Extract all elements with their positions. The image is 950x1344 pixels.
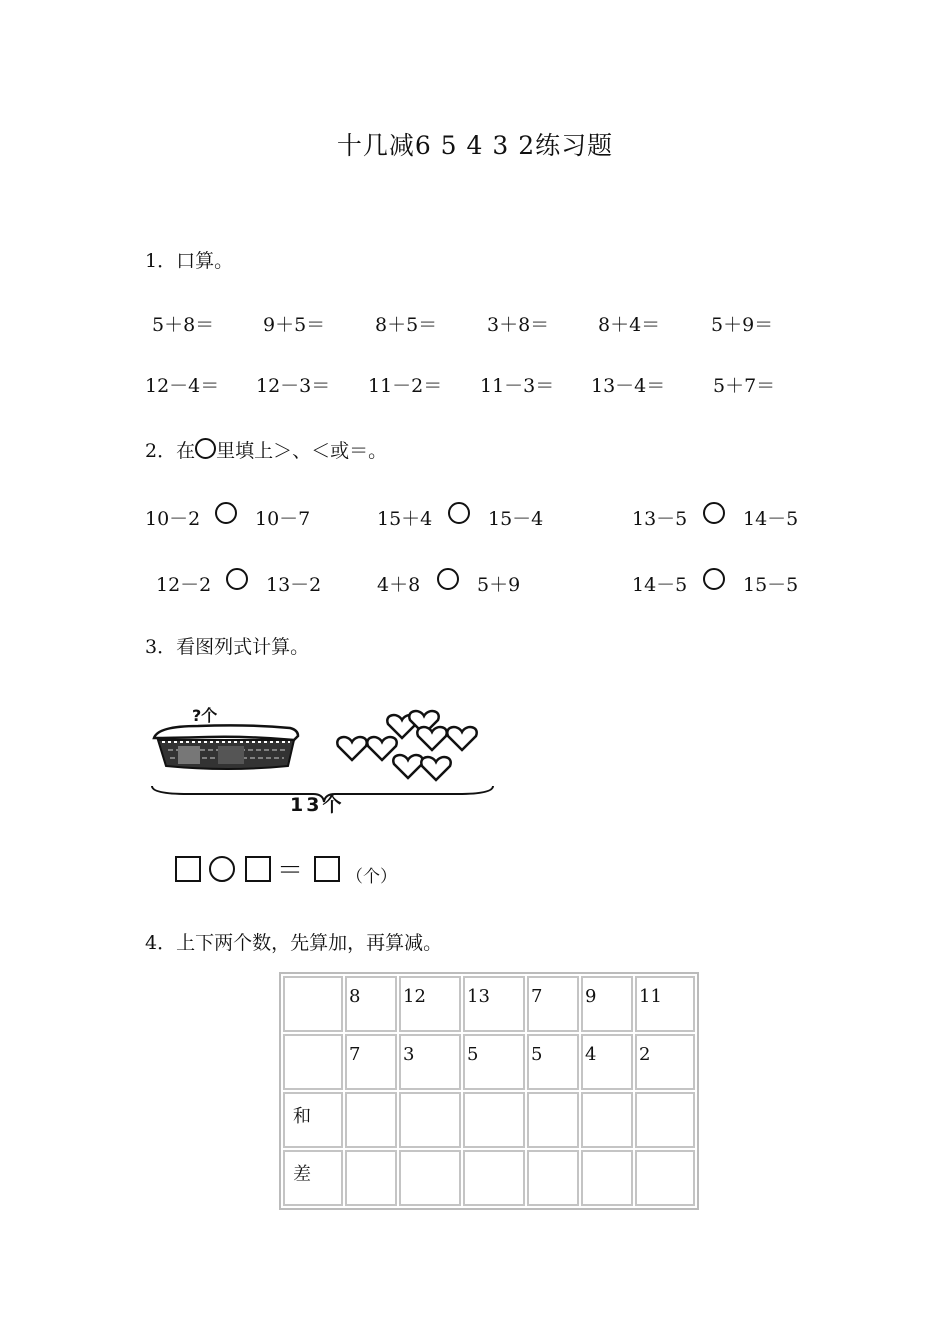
answer-cell[interactable] [581,1092,633,1148]
table-row [283,976,695,1032]
q1-expr: 3＋8＝ [487,314,550,336]
compare-circle[interactable] [226,568,248,590]
q1-expr: 12－3＝ [256,375,331,397]
answer-cell[interactable] [527,1092,579,1148]
table-cell: 2 [635,1034,695,1090]
basket-label: ?个 [192,706,218,725]
table-cell: 5 [463,1034,525,1090]
q1-expr: 11－2＝ [368,375,443,397]
q1-expr: 13－4＝ [591,375,666,397]
table-cell: 8 [345,976,397,1032]
table-row [283,1092,695,1148]
q2-left: 12－2 [156,574,212,596]
answer-box[interactable] [175,856,201,882]
answer-cell[interactable] [463,1150,525,1206]
table-cell: 5 [527,1034,579,1090]
compare-circle[interactable] [448,502,470,524]
total-label: 13个 [290,794,345,816]
q1-expr: 5＋9＝ [711,314,774,336]
q2-label-post: 里填上＞、＜或＝。 [216,440,388,462]
q1-expr: 11－3＝ [480,375,555,397]
table-cell: 7 [527,976,579,1032]
q2-right: 13－2 [266,574,322,596]
table-cell: 9 [581,976,633,1032]
table-cell: 3 [399,1034,461,1090]
compare-circle[interactable] [703,568,725,590]
compare-circle[interactable] [437,568,459,590]
answer-cell[interactable] [581,1150,633,1206]
q1-expr: 8＋4＝ [598,314,661,336]
answer-cell[interactable] [399,1150,461,1206]
answer-box[interactable] [314,856,340,882]
q2-label-pre: 2．在 [145,440,196,462]
compare-circle[interactable] [703,502,725,524]
table-cell: 13 [463,976,525,1032]
q1-expr: 5＋8＝ [152,314,215,336]
equals-sign: ＝ [277,856,304,886]
basket-icon [154,725,298,769]
q4-label: 4．上下两个数，先算加，再算减。 [145,932,443,954]
answer-cell[interactable] [635,1150,695,1206]
answer-cell[interactable] [635,1092,695,1148]
q2-right: 5＋9 [477,574,521,596]
q2-left: 15＋4 [377,508,433,530]
operator-circle[interactable] [209,856,235,882]
circle-icon [195,438,216,459]
q2-left: 14－5 [632,574,688,596]
answer-cell[interactable] [463,1092,525,1148]
answer-cell[interactable] [345,1150,397,1206]
q1-expr: 12－4＝ [145,375,220,397]
q2-label [145,436,387,463]
q1-expr: 8＋5＝ [375,314,438,336]
table-cell [283,1034,343,1090]
diff-row-label: 差 [283,1150,343,1206]
q2-right: 10－7 [255,508,311,530]
table-row [283,1150,695,1206]
q2-right: 15－5 [743,574,799,596]
heart-icon [337,711,476,780]
answer-box[interactable] [245,856,271,882]
q2-right: 15－4 [488,508,544,530]
q3-label: 3．看图列式计算。 [145,636,310,658]
q2-left: 13－5 [632,508,688,530]
q1-expr: 9＋5＝ [263,314,326,336]
table-cell: 12 [399,976,461,1032]
answer-cell[interactable] [527,1150,579,1206]
table-cell: 11 [635,976,695,1032]
q1-label: 1．口算。 [145,250,234,272]
compare-circle[interactable] [215,502,237,524]
sum-row-label: 和 [283,1092,343,1148]
table-cell [283,976,343,1032]
unit-label: （个） [346,867,397,887]
page-title: 十几减6 5 4 3 2练习题 [336,131,614,160]
table-cell: 7 [345,1034,397,1090]
answer-cell[interactable] [345,1092,397,1148]
table-row [283,1034,695,1090]
q2-right: 14－5 [743,508,799,530]
sum-diff-table [279,972,699,1210]
q1-expr: 5＋7＝ [713,375,776,397]
answer-cell[interactable] [399,1092,461,1148]
q2-left: 4＋8 [377,574,421,596]
table-cell: 4 [581,1034,633,1090]
q2-left: 10－2 [145,508,201,530]
